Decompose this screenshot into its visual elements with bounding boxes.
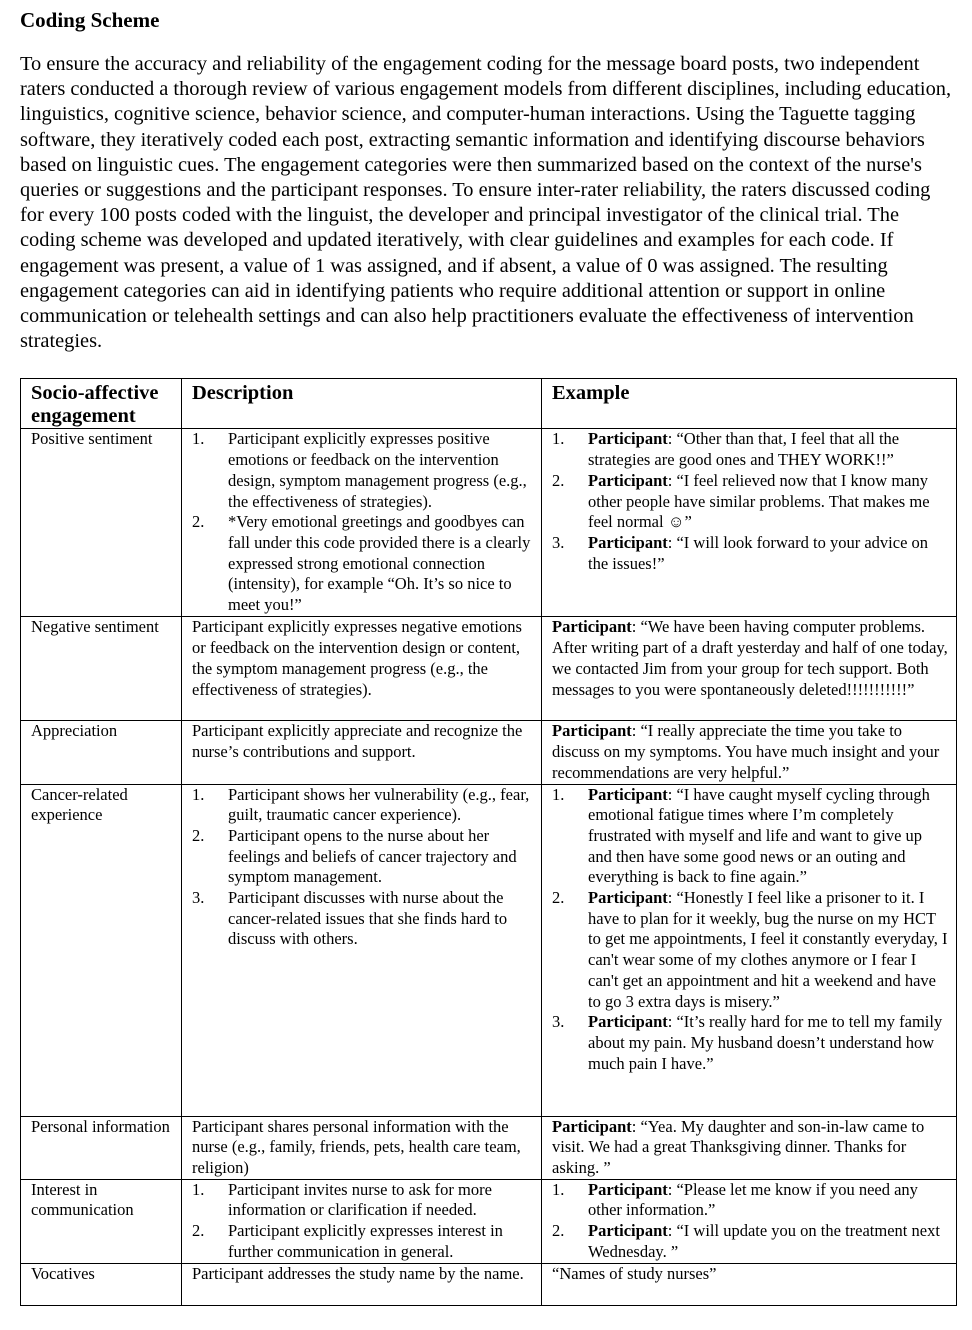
section-title: Coding Scheme [20, 8, 160, 32]
list-item: 1. Participant: “Other than that, I feel that all the strategies are good ones and THEY WORK!!” [552, 429, 900, 470]
description-cell [182, 784, 542, 1116]
list-item: 1. Participant: “I have caught myself cycling through emotional fatigue times where I’m completely frustrated with myself and life and want to give up and then have some good news or an outing and everything is back to fine again.” [552, 784, 930, 887]
list-item: 3. Participant discusses with nurse about the cancer-related issues that she finds hard to discuss with others. [192, 888, 508, 949]
list-item: 2. Participant explicitly expresses interest in further communication in general. [192, 1221, 503, 1261]
example-cell: Participant: “Yea. My daughter and son-in-law came to visit. We had a great Thanksgiving dinner. Thanks for asking. ” [542, 1116, 957, 1179]
table-row [21, 1263, 957, 1305]
description-cell [182, 1179, 542, 1263]
description-list [192, 429, 533, 615]
example-list [552, 429, 948, 574]
list-item: 3. Participant: “It’s really hard for me to tell my family about my pain. My husband doesn’t understand how much pain I have.” [552, 1012, 943, 1073]
example-list [552, 785, 948, 1075]
example-list [552, 1180, 948, 1263]
list-item: 2. *Very emotional greetings and goodbyes can fall under this code provided there is a clearly expressed strong emotional connection (intensity), for example “Oh. It’s so nice to meet you!” [192, 512, 531, 615]
example-cell: Participant: “We have been having computer problems. After writing part of a draft yesterday and half of one today, we contacted Jim from your group for tech support. Both messages to you were spontaneously deleted!!!!!!!!!!!” [542, 617, 957, 721]
example-cell [542, 1179, 957, 1263]
description-list [192, 1180, 533, 1263]
table-row [21, 617, 957, 721]
list-item: 1. Participant explicitly expresses positive emotions or feedback on the intervention design, symptom management progress (e.g., the effectiveness of strategies). [192, 429, 527, 511]
category-cell: Personal information [21, 1116, 182, 1179]
list-item: 3. Participant: “I will look forward to your advice on the issues!” [552, 532, 929, 573]
table-row [21, 429, 957, 617]
list-item: 1. Participant: “Please let me know if you need any other information.” [552, 1179, 918, 1220]
coding-scheme-table [20, 378, 957, 1305]
description-cell [182, 429, 542, 617]
category-cell: Appreciation [21, 721, 182, 784]
category-cell: Positive sentiment [21, 429, 182, 617]
list-item: 1. Participant shows her vulnerability (e.g., fear, guilt, traumatic cancer experience). [192, 784, 530, 825]
description-cell: Participant addresses the study name by the name. [182, 1263, 542, 1305]
description-cell: Participant shares personal information with the nurse (e.g., family, friends, pets, health care team, religion) [182, 1116, 542, 1179]
table-row [21, 784, 957, 1116]
example-cell: Participant: “I really appreciate the time you take to discuss on my symptoms. You have much insight and your recommendations are very helpful.” [542, 721, 957, 784]
header-example: Example [542, 379, 957, 429]
category-cell: Interest in communication [21, 1179, 182, 1263]
category-cell: Cancer-related experience [21, 784, 182, 1116]
category-cell: Vocatives [21, 1263, 182, 1305]
table-row [21, 1179, 957, 1263]
header-category: Socio-affective engagement [21, 379, 182, 429]
header-description: Description [182, 379, 542, 429]
table-header-row [21, 379, 957, 429]
description-cell: Participant explicitly appreciate and recognize the nurse’s contributions and support. [182, 721, 542, 784]
list-item: 2. Participant opens to the nurse about her feelings and beliefs of cancer trajectory and symptom management. [192, 825, 517, 887]
category-cell: Negative sentiment [21, 617, 182, 721]
example-cell: “Names of study nurses” [542, 1263, 957, 1305]
example-cell [542, 429, 957, 617]
description-list [192, 785, 533, 951]
table-row [21, 721, 957, 784]
intro-paragraph: To ensure the accuracy and reliability of the engagement coding for the message board posts, two independent raters conducted a thorough review of various engagement models from different disciplines, including education, linguistics, cognitive science, behavior science, and computer-human interactions. Using the Taguette tagging software, they iteratively coded each post, extracting semantic information and identifying discourse behaviors based on linguistic cues. The engagement categories were then summarized based on the context of the nurse's queries or suggestions and the participant responses. To ensure inter-rater reliability, the raters discussed coding for every 100 posts coded with the linguist, the developer and principal investigator of the clinical trial. The coding scheme was developed and updated iteratively, with clear guidelines and examples for each code. If engagement was present, a value of 1 was assigned, and if absent, a value of 0 was assigned. The resulting engagement categories can aid in identifying patients who require additional attention or support in online communication or telehealth settings and can also help practitioners evaluate the effectiveness of intervention strategies. [20, 53, 952, 353]
list-item: 2. Participant: “I feel relieved now that I know many other people have similar problems. That makes me feel normal ☺” [552, 470, 930, 532]
description-cell: Participant explicitly expresses negative emotions or feedback on the intervention design or content, the symptom management progress (e.g., the effectiveness of strategies). [182, 617, 542, 721]
list-item: 2. Participant: “Honestly I feel like a prisoner to it. I have to plan for it weekly, bug the nurse on my HCT to get me appointments, I feel it constantly everyday, I can't wear some of my clothes anymore or I fear I can't get an appointment and hit a weekend and have to go 3 extra days is misery.” [552, 888, 948, 1011]
list-item: 2. Participant: “I will update you on the treatment next Wednesday. ” [552, 1221, 940, 1261]
list-item: 1. Participant invites nurse to ask for more information or clarification if needed. [192, 1179, 492, 1220]
table-row [21, 1116, 957, 1179]
example-cell [542, 784, 957, 1116]
